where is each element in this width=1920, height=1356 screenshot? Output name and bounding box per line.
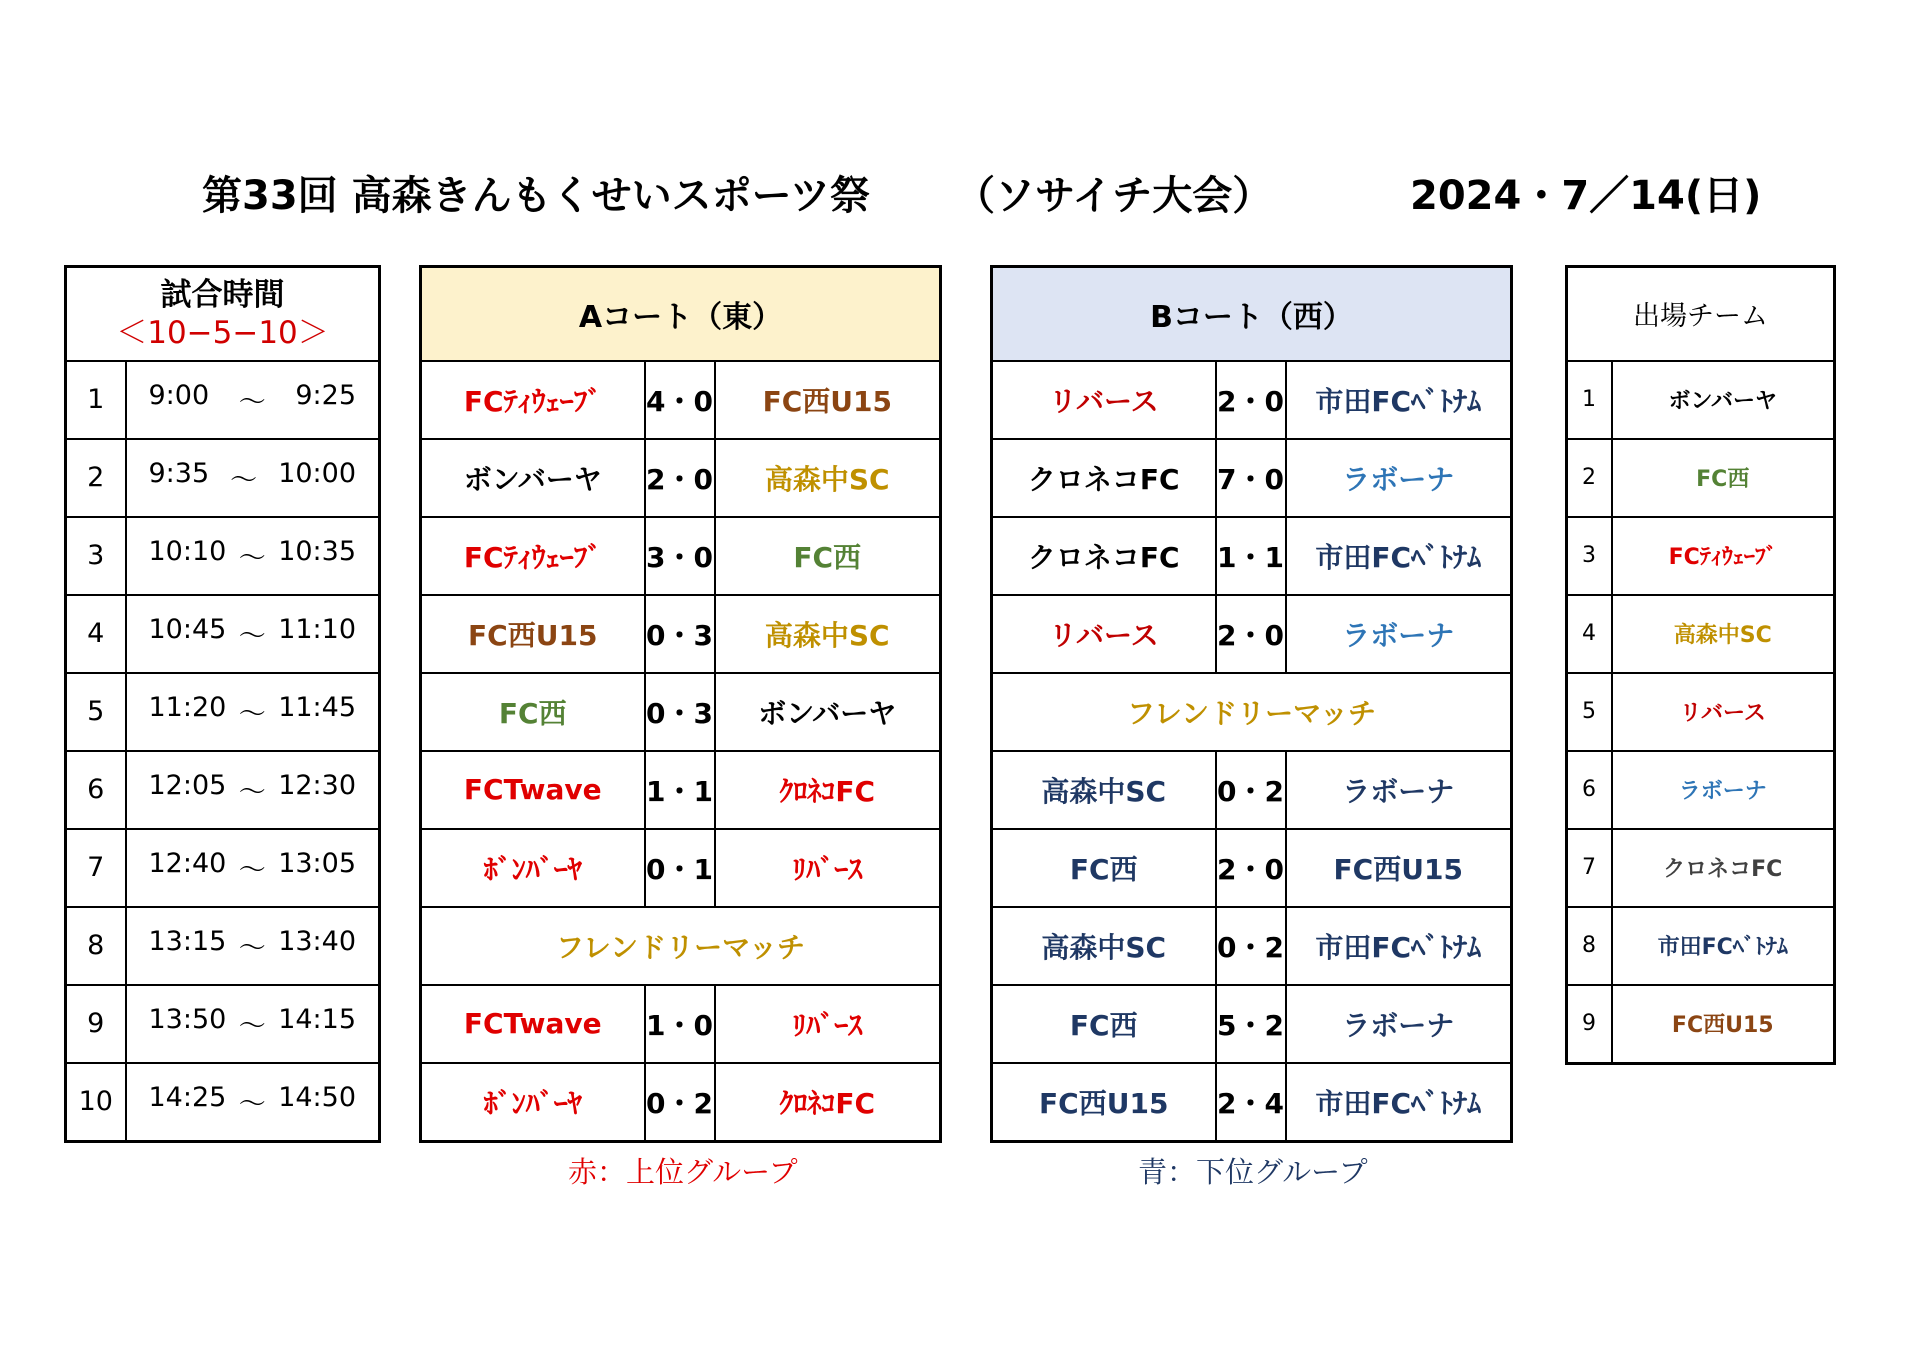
- end-time: 14:15: [278, 1004, 356, 1035]
- time-range-cell: [126, 829, 380, 907]
- team-name: 高森中SC: [1612, 595, 1835, 673]
- away-team: 市田FCﾍﾞﾄﾅﾑ: [1286, 907, 1512, 985]
- home-team: FCTwave: [421, 985, 645, 1063]
- end-time: 13:40: [278, 926, 356, 957]
- match-score: 2・0: [1216, 829, 1286, 907]
- end-time: 11:45: [278, 692, 356, 723]
- tilde-separator: 〜: [238, 933, 266, 964]
- court-b-table: [990, 265, 1513, 1143]
- away-team: 高森中SC: [715, 439, 941, 517]
- time-range-cell: [126, 517, 380, 595]
- time-row: [66, 673, 380, 751]
- team-number: 1: [1567, 361, 1612, 439]
- match-row: [992, 595, 1512, 673]
- end-time: 12:30: [278, 770, 356, 801]
- away-team: 市田FCﾍﾞﾄﾅﾑ: [1286, 361, 1512, 439]
- away-team: ラボーナ: [1286, 751, 1512, 829]
- match-row: [992, 517, 1512, 595]
- away-team: ラボーナ: [1286, 439, 1512, 517]
- time-range: [127, 926, 379, 965]
- team-number: 8: [1567, 907, 1612, 985]
- team-name: ボンバーヤ: [1612, 361, 1835, 439]
- match-row: [992, 439, 1512, 517]
- match-row: [421, 985, 941, 1063]
- away-team: FC西: [715, 517, 941, 595]
- team-name: クロネコFC: [1612, 829, 1835, 907]
- time-row: [66, 751, 380, 829]
- match-row: [421, 829, 941, 907]
- match-number: 1: [66, 361, 126, 439]
- match-score: 0・3: [645, 595, 715, 673]
- time-row: [66, 1063, 380, 1142]
- start-time: 10:45: [148, 614, 227, 645]
- away-team: ラボーナ: [1286, 985, 1512, 1063]
- time-range-cell: [126, 1063, 380, 1142]
- match-number: 10: [66, 1063, 126, 1142]
- match-score: 0・3: [645, 673, 715, 751]
- away-team: ﾘﾊﾞｰｽ: [715, 829, 941, 907]
- end-time: 14:50: [278, 1082, 356, 1113]
- time-range-cell: [126, 673, 380, 751]
- match-row: [992, 673, 1512, 751]
- match-number: 6: [66, 751, 126, 829]
- match-row: [421, 517, 941, 595]
- tilde-separator: 〜: [238, 387, 266, 418]
- team-number: 4: [1567, 595, 1612, 673]
- legend-upper-group: 赤：上位グループ: [568, 1155, 798, 1189]
- tilde-separator: 〜: [230, 465, 258, 496]
- match-score: 0・2: [1216, 751, 1286, 829]
- team-number: 6: [1567, 751, 1612, 829]
- team-row: [1567, 673, 1835, 751]
- friendly-match-label: フレンドリーマッチ: [992, 673, 1512, 751]
- time-range: [127, 770, 379, 809]
- match-score: 2・0: [1216, 595, 1286, 673]
- end-time: 10:00: [278, 458, 357, 489]
- team-row: [1567, 595, 1835, 673]
- team-number: 5: [1567, 673, 1612, 751]
- friendly-match-label: フレンドリーマッチ: [421, 907, 941, 985]
- team-row: [1567, 751, 1835, 829]
- team-name: リバース: [1612, 673, 1835, 751]
- tilde-separator: 〜: [238, 777, 266, 808]
- match-number: 2: [66, 439, 126, 517]
- home-team: ﾎﾞﾝﾊﾞｰﾔ: [421, 829, 645, 907]
- match-row: [421, 673, 941, 751]
- match-number: 7: [66, 829, 126, 907]
- team-name: FC西: [1612, 439, 1835, 517]
- time-range: [127, 692, 379, 731]
- page-title: 第33回 高森きんもくせいスポーツ祭: [202, 173, 870, 219]
- home-team: FCﾃｨｳｪｰﾌﾞ: [421, 361, 645, 439]
- away-team: FC西U15: [1286, 829, 1512, 907]
- tilde-separator: 〜: [238, 855, 266, 886]
- team-number: 2: [1567, 439, 1612, 517]
- time-range: [127, 1082, 379, 1121]
- match-number: 8: [66, 907, 126, 985]
- team-name: ラボーナ: [1612, 751, 1835, 829]
- match-number: 4: [66, 595, 126, 673]
- end-time: 13:05: [278, 848, 356, 879]
- time-row: [66, 361, 380, 439]
- time-ratio-label: ＜10−5−10＞: [116, 314, 329, 351]
- team-name: FC西U15: [1612, 985, 1835, 1064]
- home-team: リバース: [992, 361, 1216, 439]
- start-time: 9:35: [148, 458, 210, 489]
- end-time: 9:25: [295, 380, 356, 411]
- team-row: [1567, 829, 1835, 907]
- home-team: クロネコFC: [992, 517, 1216, 595]
- home-team: FC西: [992, 985, 1216, 1063]
- home-team: ボンバーヤ: [421, 439, 645, 517]
- match-score: 4・0: [645, 361, 715, 439]
- match-score: 0・2: [645, 1063, 715, 1142]
- time-row: [66, 985, 380, 1063]
- time-range-cell: [126, 595, 380, 673]
- match-time-table: [64, 265, 381, 1143]
- match-row: [421, 361, 941, 439]
- team-number: 3: [1567, 517, 1612, 595]
- match-score: 1・1: [1216, 517, 1286, 595]
- time-row: [66, 595, 380, 673]
- match-score: 2・4: [1216, 1063, 1286, 1142]
- match-number: 5: [66, 673, 126, 751]
- tilde-separator: 〜: [238, 1011, 266, 1042]
- court-b-header: Bコート（西）: [992, 267, 1512, 361]
- time-range-cell: [126, 985, 380, 1063]
- match-score: 2・0: [645, 439, 715, 517]
- time-range: [127, 458, 379, 497]
- time-row: [66, 907, 380, 985]
- start-time: 9:00: [148, 380, 210, 411]
- home-team: FCTwave: [421, 751, 645, 829]
- time-range: [127, 1004, 379, 1043]
- team-row: [1567, 907, 1835, 985]
- away-team: 市田FCﾍﾞﾄﾅﾑ: [1286, 517, 1512, 595]
- home-team: FC西U15: [992, 1063, 1216, 1142]
- match-score: 3・0: [645, 517, 715, 595]
- match-row: [992, 1063, 1512, 1142]
- home-team: ﾎﾞﾝﾊﾞｰﾔ: [421, 1063, 645, 1142]
- time-range-cell: [126, 439, 380, 517]
- tilde-separator: 〜: [238, 543, 266, 574]
- match-score: 2・0: [1216, 361, 1286, 439]
- match-score: 0・2: [1216, 907, 1286, 985]
- tilde-separator: 〜: [238, 699, 266, 730]
- home-team: FC西: [421, 673, 645, 751]
- tilde-separator: 〜: [238, 621, 266, 652]
- team-number: 9: [1567, 985, 1612, 1064]
- match-row: [421, 439, 941, 517]
- home-team: FC西: [992, 829, 1216, 907]
- match-row: [421, 595, 941, 673]
- home-team: 高森中SC: [992, 751, 1216, 829]
- team-row: [1567, 361, 1835, 439]
- time-range-cell: [126, 361, 380, 439]
- team-row: [1567, 985, 1835, 1064]
- time-header-label: 試合時間: [160, 276, 285, 313]
- away-team: 高森中SC: [715, 595, 941, 673]
- time-row: [66, 829, 380, 907]
- match-number: 3: [66, 517, 126, 595]
- start-time: 13:15: [148, 926, 227, 957]
- start-time: 10:10: [148, 536, 227, 567]
- team-row: [1567, 517, 1835, 595]
- match-number: 9: [66, 985, 126, 1063]
- match-score: 7・0: [1216, 439, 1286, 517]
- match-row: [992, 829, 1512, 907]
- time-row: [66, 517, 380, 595]
- match-score: 0・1: [645, 829, 715, 907]
- time-range: [127, 848, 379, 887]
- time-header-cell: [66, 267, 380, 361]
- home-team: FC西U15: [421, 595, 645, 673]
- page-subtitle: （ソサイチ大会）: [955, 173, 1273, 219]
- away-team: ボンバーヤ: [715, 673, 941, 751]
- away-team: ｸﾛﾈｺFC: [715, 751, 941, 829]
- team-list-table: [1565, 265, 1836, 1065]
- match-score: 1・1: [645, 751, 715, 829]
- away-team: 市田FCﾍﾞﾄﾅﾑ: [1286, 1063, 1512, 1142]
- court-a-header: Aコート（東）: [421, 267, 941, 361]
- start-time: 12:05: [148, 770, 227, 801]
- start-time: 14:25: [148, 1082, 227, 1113]
- time-range: [127, 614, 379, 653]
- home-team: FCﾃｨｳｪｰﾌﾞ: [421, 517, 645, 595]
- match-row: [992, 751, 1512, 829]
- home-team: 高森中SC: [992, 907, 1216, 985]
- end-time: 10:35: [278, 536, 356, 567]
- match-score: 1・0: [645, 985, 715, 1063]
- match-row: [992, 907, 1512, 985]
- team-list-header: 出場チーム: [1567, 267, 1835, 361]
- team-name: FCﾃｨｳｪｰﾌﾞ: [1612, 517, 1835, 595]
- court-a-table: [419, 265, 942, 1143]
- match-row: [421, 751, 941, 829]
- time-row: [66, 439, 380, 517]
- team-row: [1567, 439, 1835, 517]
- home-team: クロネコFC: [992, 439, 1216, 517]
- end-time: 11:10: [278, 614, 356, 645]
- legend-lower-group: 青：下位グループ: [1138, 1155, 1368, 1189]
- match-row: [421, 1063, 941, 1142]
- team-number: 7: [1567, 829, 1612, 907]
- team-name: 市田FCﾍﾞﾄﾅﾑ: [1612, 907, 1835, 985]
- start-time: 13:50: [148, 1004, 227, 1035]
- start-time: 11:20: [148, 692, 227, 723]
- match-row: [992, 361, 1512, 439]
- home-team: リバース: [992, 595, 1216, 673]
- away-team: ﾘﾊﾞｰｽ: [715, 985, 941, 1063]
- time-range-cell: [126, 907, 380, 985]
- time-range: [127, 380, 379, 419]
- time-range-cell: [126, 751, 380, 829]
- away-team: FC西U15: [715, 361, 941, 439]
- away-team: ｸﾛﾈｺFC: [715, 1063, 941, 1142]
- tilde-separator: 〜: [238, 1089, 266, 1120]
- time-range: [127, 536, 379, 575]
- start-time: 12:40: [148, 848, 227, 879]
- event-date: 2024・7／14(日): [1410, 173, 1762, 219]
- away-team: ラボーナ: [1286, 595, 1512, 673]
- match-row: [421, 907, 941, 985]
- match-score: 5・2: [1216, 985, 1286, 1063]
- match-row: [992, 985, 1512, 1063]
